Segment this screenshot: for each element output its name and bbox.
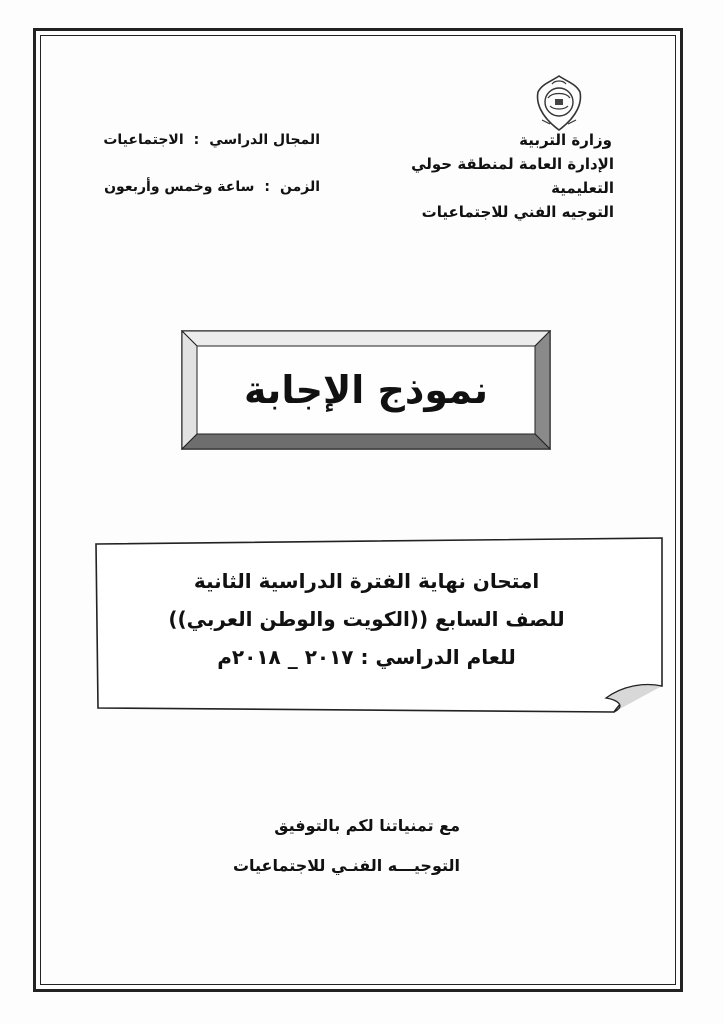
page-title: نموذج الإجابة xyxy=(244,368,488,412)
field-label: المجال الدراسي xyxy=(209,132,320,148)
exam-info-header xyxy=(95,128,320,222)
field-separator: : xyxy=(193,132,200,148)
department-name: التوجيه الفني للاجتماعيات xyxy=(421,203,614,221)
ministry-header xyxy=(364,128,614,224)
directorate-name: الإدارة العامة لمنطقة حولي التعليمية xyxy=(411,155,614,197)
time-row xyxy=(95,175,320,199)
kuwait-emblem-icon xyxy=(530,72,588,134)
exam-year: للعام الدراسي : ٢٠١٧ _ ٢٠١٨م xyxy=(217,645,516,669)
exam-name: امتحان نهاية الفترة الدراسية الثانية xyxy=(193,569,540,593)
exam-details xyxy=(124,562,639,676)
time-separator: : xyxy=(264,179,270,195)
field-row xyxy=(95,128,320,152)
field-value: الاجتماعيات xyxy=(103,132,184,148)
ministry-name: وزارة التربية xyxy=(519,131,612,149)
exam-grade: للصف السابع ((الكويت والوطن العربي)) xyxy=(168,607,565,631)
footer xyxy=(200,806,460,886)
exam-details-box xyxy=(94,536,666,714)
signature: التوجيـــه الفنـي للاجتماعيات xyxy=(232,856,460,875)
time-value: ساعة وخمس وأربعون xyxy=(104,179,255,195)
closing-wish: مع تمنياتنا لكم بالتوفيق xyxy=(274,816,460,835)
answer-key-title-box xyxy=(181,330,551,450)
time-label: الزمن xyxy=(279,179,320,195)
